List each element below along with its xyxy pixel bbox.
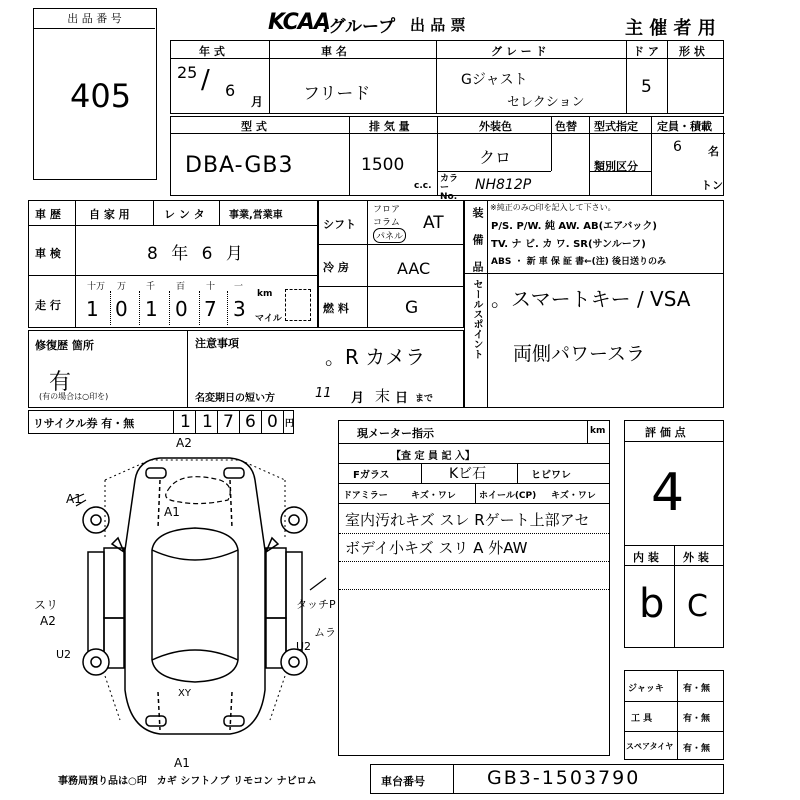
mark-u2-left: U2 bbox=[56, 648, 72, 661]
mileage-digit-0: 1 bbox=[86, 297, 99, 321]
shift-option-column: コラム bbox=[373, 218, 400, 228]
ton-unit: トン bbox=[701, 179, 723, 192]
meter-unit: km bbox=[590, 426, 606, 436]
recycle-digit-2: 7 bbox=[223, 412, 234, 432]
car-diagram bbox=[60, 440, 330, 760]
chassis-value: GB3-1503790 bbox=[487, 767, 641, 789]
notes-value: 。R カメラ bbox=[325, 345, 426, 369]
capacity-label: 定員・積載 bbox=[657, 120, 712, 133]
shift-option-floor: フロア bbox=[373, 205, 401, 215]
chassis-box bbox=[370, 764, 724, 794]
jack-option: 有・無 bbox=[683, 684, 711, 694]
mark-xy: XY bbox=[178, 688, 191, 699]
row1-box bbox=[170, 40, 724, 114]
grade-value-1: Gジャスト bbox=[461, 72, 528, 88]
month-unit: 月 bbox=[251, 95, 264, 109]
glass-crack: ヒビワレ bbox=[531, 470, 571, 481]
equipment-note: ※純正のみ○印を記入して下さい。 bbox=[490, 203, 616, 212]
repair-label: 修復歴 箇所 bbox=[35, 339, 94, 352]
lot-number: 405 bbox=[70, 77, 132, 115]
cc-unit: c.c. bbox=[414, 181, 432, 191]
fuel-value: G bbox=[405, 298, 419, 318]
inspection-header: 【査 定 員 記 入】 bbox=[391, 451, 475, 462]
mark-a1-left: A1 bbox=[66, 492, 82, 506]
exterior-label: 外 装 bbox=[683, 551, 709, 564]
deadline-end: 末 bbox=[375, 387, 391, 405]
mileage-digit-2: 1 bbox=[145, 297, 158, 321]
equipment-line-2: TV. ナ ビ. カ ワ. SR(サンルーフ) bbox=[491, 239, 646, 250]
car-value: フリード bbox=[303, 84, 371, 104]
history-own: 自 家 用 bbox=[89, 208, 130, 221]
notes-label: 注意事項 bbox=[195, 337, 239, 350]
mileage-label: 走 行 bbox=[35, 299, 61, 312]
glass-value: Kビ石 bbox=[449, 466, 487, 482]
shift-option-panel: パネル bbox=[373, 228, 406, 243]
deadline-value: 11 bbox=[315, 386, 332, 401]
digit-unit-1: 万 bbox=[117, 282, 127, 292]
mark-u2-right: U2 bbox=[296, 640, 312, 653]
digit-unit-4: 十 bbox=[206, 282, 216, 292]
type-label: 型 式 bbox=[241, 120, 267, 133]
recycle-label: リサイクル券 有・無 bbox=[33, 417, 135, 430]
grade-value-2: セレクション bbox=[507, 95, 585, 110]
sales-line-1: 。スマートキー / VSA bbox=[491, 287, 691, 311]
evaluation-label: 評 価 点 bbox=[645, 426, 686, 439]
mark-a2-left: A2 bbox=[40, 614, 56, 628]
year-slash: / bbox=[201, 65, 210, 95]
history-box bbox=[28, 200, 318, 328]
shift-label: シフト bbox=[323, 218, 356, 231]
exterior-value: C bbox=[687, 589, 708, 624]
sales-label: セールスポイント bbox=[471, 279, 482, 359]
shape-label: 形 状 bbox=[679, 45, 705, 58]
footer-keys: 事務局預り品は○印 カギ シフトノブ リモコン ナビロム bbox=[58, 776, 317, 787]
spec-box bbox=[318, 200, 464, 328]
mileage-digit-4: 7 bbox=[204, 297, 217, 321]
color-no-label: カラー No. bbox=[440, 174, 459, 202]
equipment-line-3: ABS ・ 新 車 保 証 書←(注) 後日送りのみ bbox=[491, 257, 667, 267]
interior-label: 内 装 bbox=[633, 551, 659, 564]
deadline-suffix: まで bbox=[415, 394, 434, 404]
interior-value: b bbox=[639, 581, 665, 627]
month-value: 6 bbox=[225, 81, 236, 100]
wheel-label: ホイール(CP) bbox=[479, 491, 537, 501]
evaluation-box bbox=[624, 420, 724, 648]
recycle-digit-3: 6 bbox=[245, 412, 256, 432]
mark-scratch-left: スリ bbox=[34, 598, 59, 612]
ac-value: AAC bbox=[397, 259, 431, 278]
comment-line-2: ボデイ小キズ スリ A 外AW bbox=[345, 539, 528, 557]
year-value: 25 bbox=[177, 63, 198, 82]
sheet-title: 出 品 票 bbox=[410, 16, 466, 34]
color-value: クロ bbox=[479, 148, 512, 167]
equipment-label: 装 備 品 bbox=[471, 207, 484, 278]
displacement-label: 排 気 量 bbox=[369, 120, 410, 133]
accessories-box bbox=[624, 670, 724, 760]
row2-box bbox=[170, 116, 724, 202]
meter-box bbox=[338, 420, 610, 756]
door-label: ド ア bbox=[633, 45, 659, 58]
repair-note: (有の場合は○印を) bbox=[39, 392, 109, 401]
recycle-digit-1: 1 bbox=[202, 412, 213, 432]
type-value: DBA-GB3 bbox=[185, 153, 294, 178]
ac-label: 冷 房 bbox=[323, 261, 349, 274]
door-value: 5 bbox=[641, 77, 652, 97]
tool-label: 工 具 bbox=[631, 714, 653, 724]
host-title: 主 催 者 用 bbox=[625, 18, 716, 39]
mirror-label: ドアミラー bbox=[343, 491, 388, 501]
mark-mura: ムラ bbox=[314, 626, 336, 639]
jack-label: ジャッキ bbox=[628, 684, 664, 694]
car-label: 車 名 bbox=[321, 45, 347, 58]
car-cabin bbox=[152, 528, 238, 682]
mark-a1-rear: A1 bbox=[174, 756, 190, 770]
wheel-value: キズ・ワレ bbox=[551, 491, 596, 501]
digit-unit-5: 一 bbox=[234, 282, 244, 292]
mirror-value: キズ・ワレ bbox=[411, 491, 456, 501]
deadline-day: 日 bbox=[395, 391, 409, 406]
brand-group: .グループ bbox=[322, 17, 396, 37]
spare-label: スペアタイヤ bbox=[626, 742, 674, 751]
mark-a1-hood: A1 bbox=[164, 505, 180, 519]
recycle-digit-4: 0 bbox=[267, 412, 278, 432]
mark-a2-top: A2 bbox=[176, 436, 192, 450]
repair-value: 有 bbox=[49, 370, 72, 395]
capacity-unit: 名 bbox=[708, 145, 719, 158]
repair-box bbox=[28, 330, 464, 408]
mileage-digit-3: 0 bbox=[175, 297, 188, 321]
displacement-value: 1500 bbox=[361, 155, 405, 175]
color-change-label: 色替 bbox=[555, 120, 577, 133]
grade-label: グ レ ー ド bbox=[491, 45, 547, 58]
brand-logo: KCAA bbox=[268, 10, 330, 35]
lot-box bbox=[33, 8, 157, 180]
deadline-label: 名変期日の短い方 bbox=[195, 393, 275, 404]
type-spec-label: 型式指定 bbox=[594, 120, 638, 133]
recycle-unit: 円 bbox=[285, 419, 295, 429]
color-no-value: NH812P bbox=[475, 177, 532, 193]
digit-unit-0: 十万 bbox=[87, 282, 106, 292]
meter-label: 現メーター指示 bbox=[357, 427, 434, 440]
glass-label: Fガラス bbox=[353, 470, 390, 481]
spare-option: 有・無 bbox=[683, 744, 711, 754]
recycle-digit-0: 1 bbox=[180, 412, 191, 432]
history-label: 車 歴 bbox=[35, 208, 61, 221]
fuel-label: 燃 料 bbox=[323, 302, 349, 315]
km-label: km bbox=[257, 289, 273, 299]
mile-checkbox bbox=[285, 289, 311, 321]
mileage-digit-5: 3 bbox=[233, 297, 246, 321]
mileage-digit-1: 0 bbox=[115, 297, 128, 321]
deadline-month: 月 bbox=[351, 391, 365, 406]
equipment-line-1: P/S. P/W. 純 AW. AB(エアバック) bbox=[491, 221, 657, 232]
digit-unit-2: 千 bbox=[146, 282, 156, 292]
shift-value: AT bbox=[423, 213, 444, 233]
inspection-label: 車 検 bbox=[35, 247, 61, 260]
car-body-outline bbox=[125, 458, 265, 734]
history-rental: レ ン タ bbox=[164, 208, 205, 221]
mark-touch-p: タッチP bbox=[296, 598, 336, 611]
tool-option: 有・無 bbox=[683, 714, 711, 724]
lot-label: 出 品 番 号 bbox=[34, 9, 155, 29]
recycle-box bbox=[28, 410, 294, 434]
color-label: 外装色 bbox=[479, 120, 512, 133]
evaluation-value: 4 bbox=[651, 463, 685, 523]
digit-unit-3: 百 bbox=[176, 282, 186, 292]
comment-line-1: 室内汚れキズ スレ Rゲート上部アセ bbox=[345, 511, 590, 529]
chassis-label: 車台番号 bbox=[381, 775, 425, 788]
sales-line-2: 両側パワースラ bbox=[513, 343, 646, 365]
history-business: 事業,営業車 bbox=[229, 210, 283, 221]
capacity-value: 6 bbox=[673, 139, 682, 155]
inspection-value: 8 年 6 月 bbox=[147, 244, 247, 264]
year-label: 年 式 bbox=[199, 45, 225, 58]
mile-label: マイル bbox=[255, 314, 282, 324]
category-label: 類別区分 bbox=[594, 160, 638, 173]
equipment-box bbox=[464, 200, 724, 408]
